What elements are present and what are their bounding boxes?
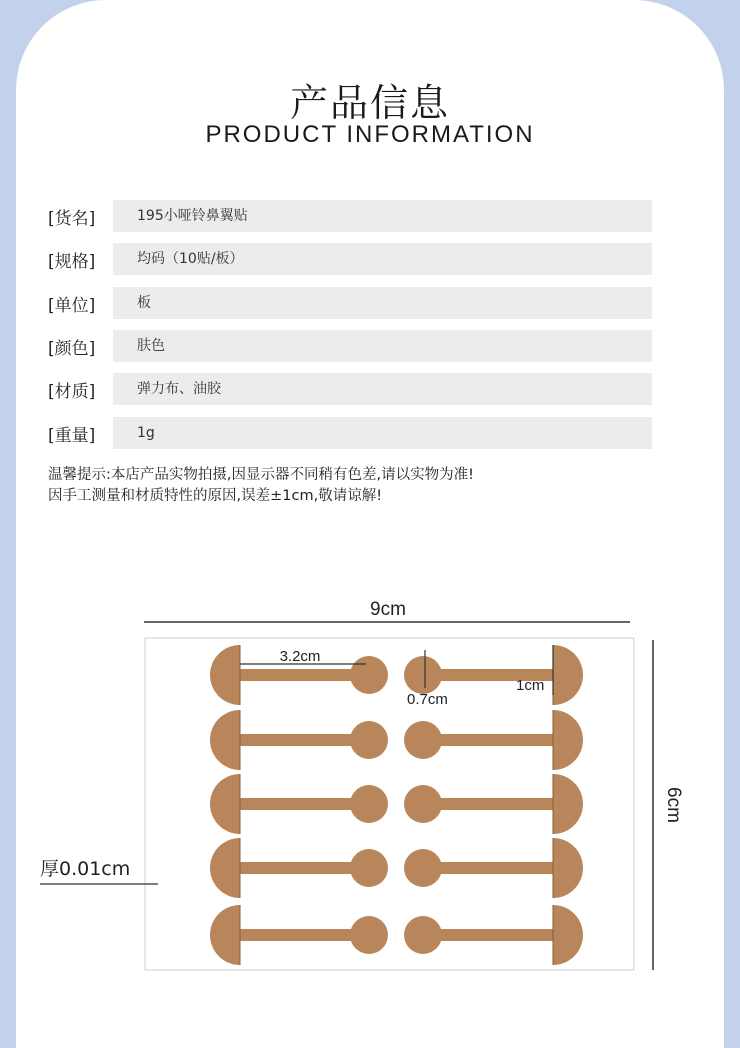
notice-line: 温馨提示:本店产品实物拍摄,因显示器不同稍有色差,请以实物为准! (48, 467, 474, 483)
page-subtitle: PRODUCT INFORMATION (205, 121, 535, 148)
end-label: 1cm (516, 677, 545, 694)
spec-label: [单位] (48, 296, 96, 316)
width-label: 9cm (370, 599, 406, 620)
spec-label: [规格] (48, 252, 96, 272)
strip-length-label: 3.2cm (279, 648, 321, 665)
notice-line: 因手工测量和材质特性的原因,误差±1cm,敬请谅解! (48, 488, 383, 504)
spec-value: 1g (113, 417, 652, 449)
spec-label: [材质] (48, 382, 96, 402)
page-title: 产品信息 (289, 81, 450, 125)
spec-label: [重量] (48, 426, 96, 446)
height-label: 6cm (663, 787, 684, 823)
spec-value: 弹力布、油胶 (113, 373, 652, 405)
spec-value: 肤色 (113, 330, 652, 362)
spec-value: 板 (113, 287, 652, 319)
spec-value: 均码（10贴/板） (113, 243, 652, 275)
spec-label: [颜色] (48, 339, 96, 359)
circle-label: 0.7cm (407, 691, 448, 708)
spec-label: [货名] (48, 209, 96, 229)
thickness-label: 厚0.01cm (40, 858, 131, 880)
spec-value: 195小哑铃鼻翼贴 (113, 200, 652, 232)
